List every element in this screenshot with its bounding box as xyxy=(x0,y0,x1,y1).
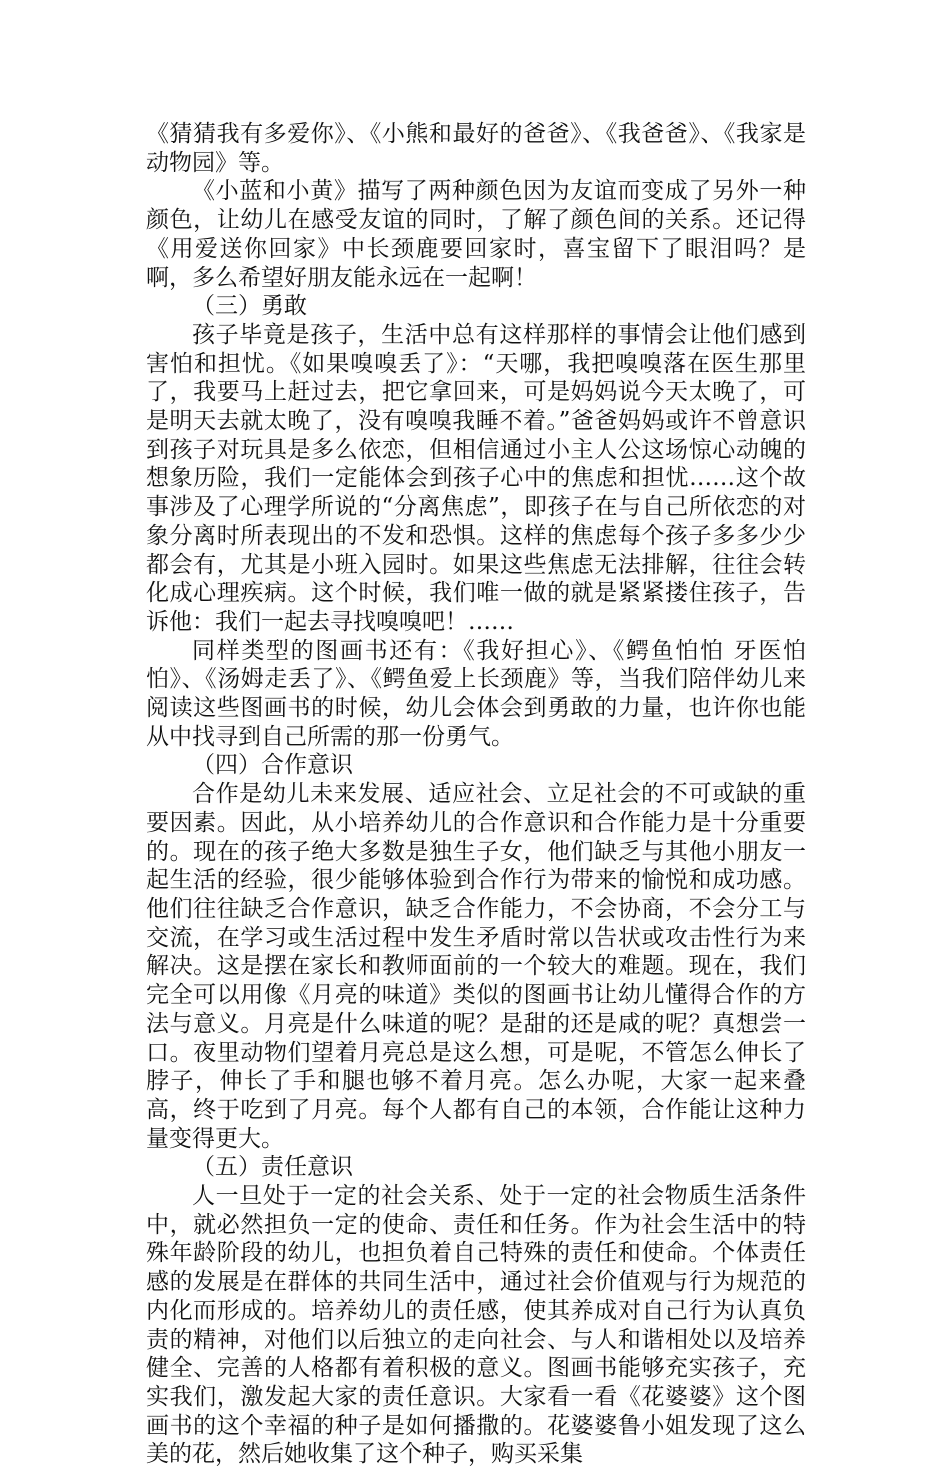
paragraph-courage-story: 孩子毕竟是孩子，生活中总有这样那样的事情会让他们感到害怕和担忧。《如果嗅嗅丢了》：“天哪，我把嗅嗅落在医生那里了，我要马上赶过去，把它拿回来，可是妈妈说今天太晚了，可是明天去就太晚了，没有嗅嗅我睡不着。”爸爸妈妈或许不曾意识到孩子对玩具是多么依恋，但相信通过小主人公这场惊心动魄的想象历险，我们一定能体会到孩子心中的焦虑和担忧……这个故事涉及了心理学所说的“分离焦虑”，即孩子在与自己所依恋的对象分离时所表现出的不发和恐惧。这样的焦虑每个孩子多多少少都会有，尤其是小班入园时。如果这些焦虑无法排解，往往会转化成心理疾病。这个时候，我们唯一做的就是紧紧搂住孩子，告诉他：我们一起去寻找嗅嗅吧！…… xyxy=(146,321,806,635)
section-heading-courage: （三）勇敢 xyxy=(192,293,307,320)
section-heading-responsibility: （五）责任意识 xyxy=(192,1154,353,1181)
paragraph-friendship: 《小蓝和小黄》描写了两种颜色因为友谊而变成了另外一种颜色，让幼儿在感受友谊的同时，了解了颜色间的关系。还记得《用爱送你回家》中长颈鹿要回家时，喜宝留下了眼泪吗？是啊，多么希望好朋友能永远在一起啊！ xyxy=(146,178,806,291)
paragraph-cooperation: 合作是幼儿未来发展、适应社会、立足社会的不可或缺的重要因素。因此，从小培养幼儿的合作意识和合作能力是十分重要的。现在的孩子绝大多数是独生子女，他们缺乏与其他小朋友一起生活的经验，很少能够体验到合作行为带来的愉悦和成功感。他们往往缺乏合作意识，缺乏合作能力，不会协商，不会分工与交流，在学习或生活过程中发生矛盾时常以告状或攻击性行为来解决。这是摆在家长和教师面前的一个较大的难题。现在，我们完全可以用像《月亮的味道》类似的图画书让幼儿懂得合作的方法与意义。月亮是什么味道的呢？是甜的还是咸的呢？真想尝一口。夜里动物们望着月亮总是这么想，可是呢，不管怎么伸长了脖子，伸长了手和腿也够不着月亮。怎么办呢，大家一起来叠高，终于吃到了月亮。每个人都有自己的本领，合作能让这种力量变得更大。 xyxy=(146,781,806,1152)
paragraph-courage-books: 同样类型的图画书还有：《我好担心》、《鳄鱼怕怕 牙医怕怕》、《汤姆走丢了》、《鳄鱼爱上长颈鹿》等，当我们陪伴幼儿来阅读这些图画书的时候，幼儿会体会到勇敢的力量，也许你也能从中找寻到自己所需的那一份勇气。 xyxy=(146,637,806,750)
section-heading-cooperation: （四）合作意识 xyxy=(192,752,353,779)
paragraph-continuation: 《猜猜我有多爱你》、《小熊和最好的爸爸》、《我爸爸》、《我家是动物园》等。 xyxy=(146,121,806,176)
document-body xyxy=(146,120,806,1469)
paragraph-responsibility: 人一旦处于一定的社会关系、处于一定的社会物质生活条件中，就必然担负一定的使命、责任和任务。作为社会生活中的特殊年龄阶段的幼儿，也担负着自己特殊的责任和使命。个体责任感的发展是在群体的共同生活中，通过社会价值观与行为规范的内化而形成的。培养幼儿的责任感，使其养成对自己行为认真负责的精神，对他们以后独立的走向社会、与人和谐相处以及培养健全、完善的人格都有着积极的意义。图画书能够充实孩子，充实我们，激发起大家的责任意识。大家看一看《花婆婆》这个图画书的这个幸福的种子是如何播撒的。花婆婆鲁小姐发现了这么美的花，然后她收集了这个种子，购买采集 xyxy=(146,1183,806,1468)
